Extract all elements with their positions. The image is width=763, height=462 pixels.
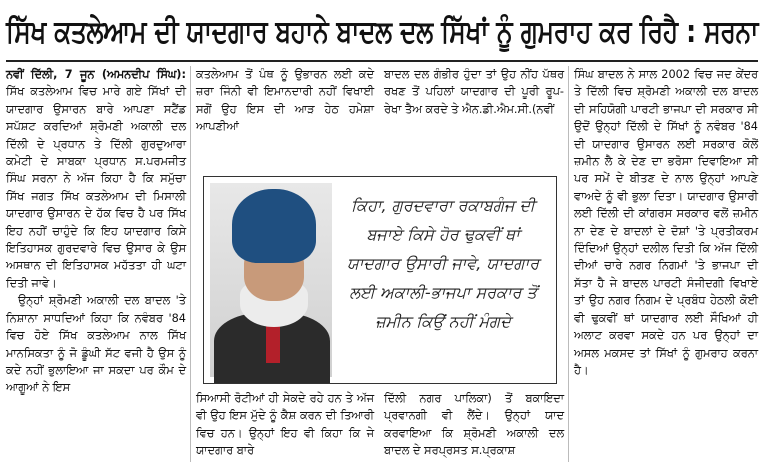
headline-rule <box>6 60 758 62</box>
article-column-2 <box>196 66 374 170</box>
column-divider <box>568 66 569 462</box>
article-paragraph: ਦਿੱਲੀ ਨਗਰ ਪਾਲਿਕਾ) ਤੋਂ ਬਕਾਇਦਾ ਪ੍ਰਵਾਨਗੀ ਵੀ ਲੈਂਦੇ। ਉਨ੍ਹਾਂ ਯਾਦ ਕਰਵਾਇਆ ਕਿ ਸ਼੍ਰੋਮਣੀ ਅਕਾਲੀ ਦਲ ਬਾਦਲ ਦੇ ਸਰਪ੍ਰਸਤ ਸ.ਪ੍ਰਕਾਸ਼ <box>384 392 564 458</box>
article-paragraph: ਕਤਲੇਆਮ ਤੋਂ ਪੰਥ ਨੂੰ ਉਭਾਰਨ ਲਈ ਕਦੇ ਜ਼ਰਾ ਜਿੰਨੀ ਵੀ ਇਮਾਨਦਾਰੀ ਨਹੀਂ ਵਿਖਾਈ ਸਗੋਂ ਉਹ ਇਸ ਦੀ ਆੜ ਹੇਠ ਹਮੇਸ਼ਾ ਆਪਣੀਆਂ <box>196 68 374 134</box>
article-column-4 <box>574 66 758 462</box>
article-column-3-lower <box>384 390 564 462</box>
article-paragraph <box>6 66 186 292</box>
dateline: ਨਵੀਂ ਦਿੱਲੀ, 7 ਜੂਨ (ਅਮਨਦੀਪ ਸਿੰਘ): <box>6 68 186 81</box>
photo-tie <box>266 323 280 363</box>
article-column-1 <box>6 66 186 462</box>
column-divider <box>190 66 191 462</box>
paragraph-text: ਸਿੱਖ ਕਤਲੇਆਮ ਵਿਚ ਮਾਰੇ ਗਏ ਸਿੱਖਾਂ ਦੀ ਯਾਦਗਾਰ ਉਸਾਰਨ ਬਾਰੇ ਆਪਣਾ ਸਟੈਂਡ ਸਪੱਸ਼ਟ ਕਰਦਿਆਂ ਸ਼੍ਰੋਮਣੀ ਅਕਾਲੀ ਦਲ ਦਿੱਲੀ ਦੇ ਪ੍ਰਧਾਨ ਤੇ ਦਿੱਲੀ ਗੁਰਦੁਆਰਾ ਕਮੇਟੀ ਦੇ ਸਾਬਕਾ ਪ੍ਰਧਾਨ ਸ.ਪਰਮਜੀਤ ਸਿੰਘ ਸਰਨਾ ਨੇ ਅੱਜ ਕਿਹਾ ਹੈ ਕਿ ਸਮੁੱਚਾ ਸਿੱਖ ਜਗਤ ਸਿੱਖ ਕਤਲੇਆਮ ਦੀ ਮਿਸਾਲੀ ਯਾਦਗਾਰ ਉਸਾਰਨ ਦੇ ਹੱਕ ਵਿਚ ਹੈ ਪਰ ਸਿੱਖ ਇਹ ਨਹੀਂ ਚਾਹੁੰਦੇ ਕਿ ਇਹ ਯਾਦਗਾਰ ਕਿਸੇ ਇਤਿਹਾਸਕ ਗੁਰਦਵਾਰੇ ਵਿਚ ਉਸਾਰ ਕੇ ਉਸ ਅਸਥਾਨ ਦੀ ਇਤਿਹਾਸਕ ਮਹੱਤਤਾ ਹੀ ਘਟਾ ਦਿਤੀ ਜਾਵੇ। <box>6 85 186 290</box>
portrait-photo <box>210 183 332 377</box>
article-paragraph: ਬਾਦਲ ਦਲ ਗੰਭੀਰ ਹੁੰਦਾ ਤਾਂ ਉਹ ਨੀਂਹ ਪੱਥਰ ਰਖਣ ਤੋਂ ਪਹਿਲਾਂ ਯਾਦਗਾਰ ਦੀ ਪੂਰੀ ਰੂਪ-ਰੇਖਾ ਤੈਅ ਕਰਦੇ ਤੇ ਐਨ.ਡੀ.ਐਮ.ਸੀ.(ਨਵੀਂ <box>384 68 564 116</box>
article-column-2-lower <box>196 390 374 462</box>
article-paragraph: ਸਿੰਘ ਬਾਦਲ ਨੇ ਸਾਲ 2002 ਵਿਚ ਜਦ ਕੇਂਦਰ ਤੇ ਦਿੱਲੀ ਵਿਚ ਸ਼੍ਰੋਮਣੀ ਅਕਾਲੀ ਦਲ ਬਾਦਲ ਦੀ ਸਹਿਯੋਗੀ ਪਾਰਟੀ ਭਾਜਪਾ ਦੀ ਸਰਕਾਰ ਸੀ ਉਦੋਂ ਉਨ੍ਹਾਂ ਦਿੱਲੀ ਦੇ ਸਿੱਖਾਂ ਨੂੰ ਨਵੰਬਰ '84 ਦੀ ਯਾਦਗਾਰ ਉਸਾਰਨ ਲਈ ਸਰਕਾਰ ਕੋਲੋਂ ਜ਼ਮੀਨ ਲੈ ਕੇ ਦੇਣ ਦਾ ਭਰੋਸਾ ਦਿਵਾਇਆ ਸੀ ਪਰ ਸਮੇਂ ਦੇ ਬੀਤਣ ਦੇ ਨਾਲ ਉਨ੍ਹਾਂ ਆਪਣੇ ਵਾਅਦੇ ਨੂੰ ਵੀ ਭੁਲਾ ਦਿਤਾ। ਯਾਦਗਾਰ ਉਸਾਰੀ ਲਈ ਦਿੱਲੀ ਦੀ ਕਾਂਗਰਸ ਸਰਕਾਰ ਵਲੋਂ ਜ਼ਮੀਨ ਨਾ ਦੇਣ ਦੇ ਬਾਦਲਾਂ ਦੇ ਦੋਸ਼ਾਂ 'ਤੇ ਪ੍ਰਤੀਕਰਮ ਦਿੰਦਿਆਂ ਉਨ੍ਹਾਂ ਦਲੀਲ ਦਿਤੀ ਕਿ ਅੱਜ ਦਿੱਲੀ ਦੀਆਂ ਚਾਰੇ ਨਗਰ ਨਿਗਮਾਂ 'ਤੇ ਭਾਜਪਾ ਦੀ ਸੱਤਾ ਹੈ ਜੇ ਬਾਦਲ ਪਾਰਟੀ ਸੰਜੀਦਗੀ ਵਿਖਾਏ ਤਾਂ ਉਹ ਨਗਰ ਨਿਗਮ ਦੇ ਪ੍ਰਬੰਧ ਹੇਠਲੀ ਕੋਈ ਵੀ ਢੁਕਵੀਂ ਥਾਂ ਯਾਦਗਾਰ ਲਈ ਸੌਖਿਆਂ ਹੀ ਅਲਾਟ ਕਰਵਾ ਸਕਦੇ ਹਨ ਪਰ ਉਨ੍ਹਾਂ ਦਾ ਅਸਲ ਮਕਸਦ ਤਾਂ ਸਿੱਖਾਂ ਨੂੰ ਗੁਮਰਾਹ ਕਰਨਾ ਹੈ। <box>574 68 758 377</box>
article-paragraph: ਉਨ੍ਹਾਂ ਸ਼੍ਰੋਮਣੀ ਅਕਾਲੀ ਦਲ ਬਾਦਲ 'ਤੇ ਨਿਸ਼ਾਨਾ ਸਾਧਦਿਆਂ ਕਿਹਾ ਕਿ ਨਵੰਬਰ '84 ਵਿਚ ਹੋਏ ਸਿੱਖ ਕਤਲੇਆਮ ਨਾਲ ਸਿੱਖ ਮਾਨਸਿਕਤਾ ਨੂੰ ਜੋ ਡੂੰਘੀ ਸੱਟ ਵਜੀ ਹੈ ਉਸ ਨੂੰ ਕਦੇ ਨਹੀਂ ਭੁਲਾਇਆ ਜਾ ਸਕਦਾ ਪਰ ਕੌਮ ਦੇ ਆਗੂਆਂ ਨੇ ਇਸ <box>6 294 186 395</box>
article-paragraph: ਸਿਆਸੀ ਰੋਟੀਆਂ ਹੀ ਸੇਕਦੇ ਰਹੇ ਹਨ ਤੇ ਅੱਜ ਵੀ ਉਹ ਇਸ ਮੁੱਦੇ ਨੂੰ ਕੈਸ਼ ਕਰਨ ਦੀ ਤਿਆਰੀ ਵਿਚ ਹਨ। ਉਨ੍ਹਾਂ ਇਹ ਵੀ ਕਿਹਾ ਕਿ ਜੇ ਯਾਦਗਾਰ ਬਾਰੇ <box>196 392 374 458</box>
article-headline: ਸਿੱਖ ਕਤਲੇਆਮ ਦੀ ਯਾਦਗਾਰ ਬਹਾਨੇ ਬਾਦਲ ਦਲ ਸਿੱਖਾਂ ਨੂੰ ਗੁਮਰਾਹ ਕਰ ਰਿਹੈ : ਸਰਨਾ <box>6 14 758 50</box>
photo-turban <box>232 189 316 263</box>
pull-quote: ਕਿਹਾ, ਗੁਰਦਵਾਰਾ ਰਕਾਬਗੰਜ ਦੀ ਬਜਾਏ ਕਿਸੇ ਹੋਰ ਢੁਕਵੀਂ ਥਾਂ ਯਾਦਗਾਰ ਉਸਾਰੀ ਜਾਵੇ, ਯਾਦਗਾਰ ਲਈ ਅਕਾਲੀ-ਭਾਜਪਾ ਸਰਕਾਰ ਤੋਂ ਜ਼ਮੀਨ ਕਿਉਂ ਨਹੀਂ ਮੰਗਦੇ <box>346 196 539 331</box>
article-column-3 <box>384 66 564 170</box>
photo-quote-inset <box>203 176 557 384</box>
